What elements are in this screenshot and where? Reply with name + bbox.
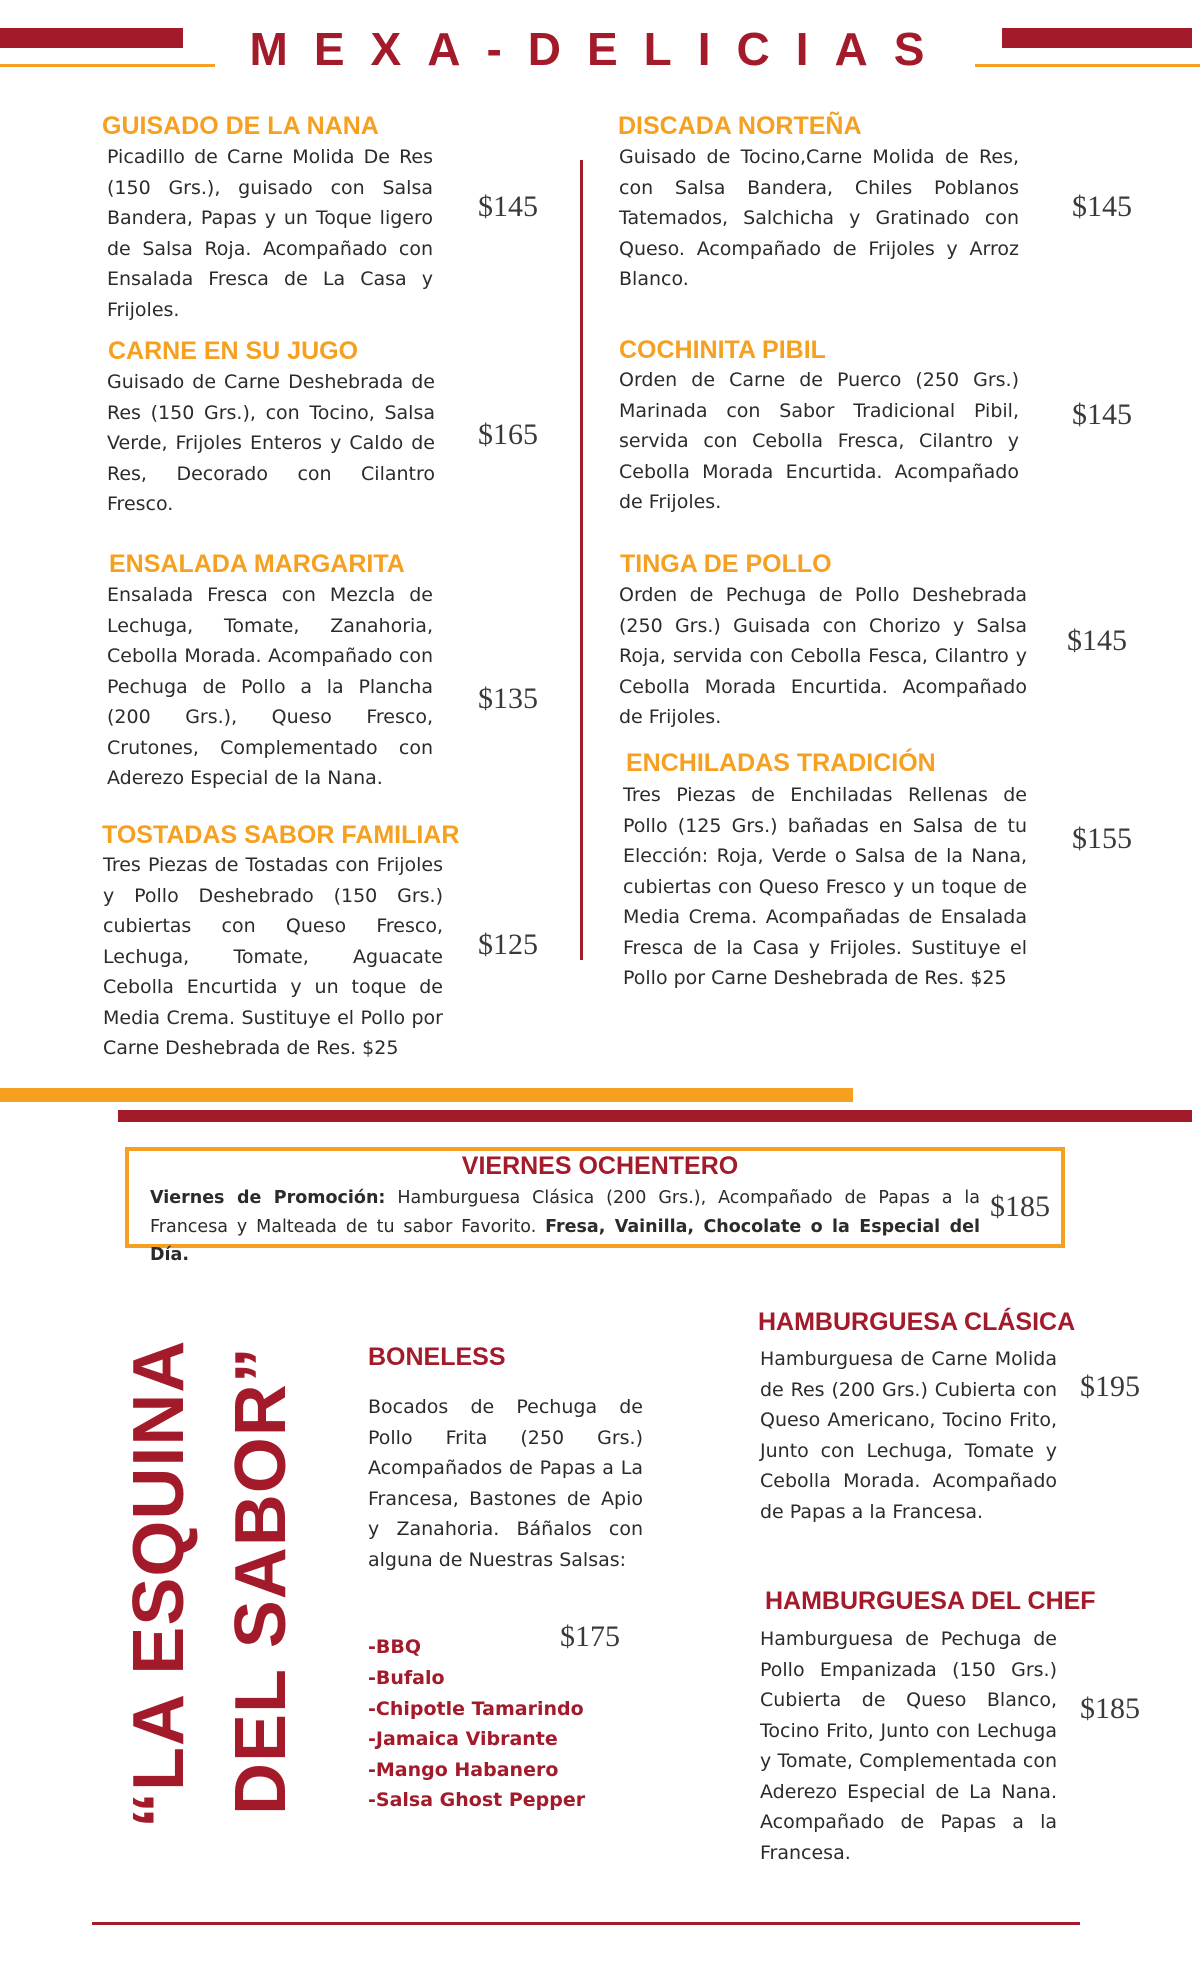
item-description: Picadillo de Carne Molida De Res (150 Grs.), guisado con Salsa Bandera, Papas y un Toque ligero de Salsa Roja. Acompañado con Ensalada Fresca de La Casa y Frijoles. bbox=[107, 146, 433, 321]
section-separator-orange bbox=[0, 1088, 853, 1102]
item-title: ENCHILADAS TRADICIÓN bbox=[626, 749, 936, 777]
page-title: MEXA-DELICIAS bbox=[249, 23, 951, 75]
promo-lead: Viernes de Promoción: bbox=[150, 1188, 386, 1208]
item-price: $185 bbox=[1080, 1692, 1140, 1725]
item-description: Orden de Carne de Puerco (250 Grs.) Marinada con Sabor Tradicional Pibil, servida con Cebolla Fresca, Cilantro y Cebolla Morada Encurtida. Acompañado de Frijoles. bbox=[619, 369, 1019, 513]
item-price: $145 bbox=[1067, 624, 1127, 657]
sauce-option: -Salsa Ghost Pepper bbox=[368, 1789, 586, 1811]
item-price: $125 bbox=[478, 928, 538, 961]
item-price: $145 bbox=[478, 190, 538, 223]
sauce-option: -Chipotle Tamarindo bbox=[368, 1698, 584, 1720]
item-description: Orden de Pechuga de Pollo Deshebrada (250 Grs.) Guisada con Chorizo y Salsa Roja, servida con Cebolla Fesca, Cilantro y Cebolla Morada Encurtida. Acompañado de Frijoles. bbox=[619, 584, 1027, 728]
promo-price: $185 bbox=[990, 1190, 1050, 1223]
sauce-option: -Bufalo bbox=[368, 1667, 445, 1689]
item-title: CARNE EN SU JUGO bbox=[108, 337, 359, 365]
item-description: Hamburguesa de Carne Molida de Res (200 Grs.) Cubierta con Queso Americano, Tocino Frito, Junto con Lechuga, Tomate y Cebolla Morada. Acompañado de Papas a la Francesa. bbox=[760, 1348, 1057, 1523]
section-separator-red bbox=[118, 1110, 1192, 1122]
item-description: Hamburguesa de Pechuga de Pollo Empanizada (150 Grs.) Cubierta de Queso Blanco, Tocino Frito, Junto con Lechuga y Tomate, Complementada con Aderezo Especial de La Nana. Acompañado de Papas a la Francesa. bbox=[760, 1628, 1057, 1864]
promo-text bbox=[150, 1184, 980, 1270]
promo-title: VIERNES OCHENTERO bbox=[461, 1152, 739, 1180]
footer-line bbox=[92, 1922, 1080, 1925]
item-title: ENSALADA MARGARITA bbox=[109, 550, 405, 578]
sauce-option: -Jamaica Vibrante bbox=[368, 1728, 558, 1750]
item-title: HAMBURGUESA DEL CHEF bbox=[765, 1587, 1096, 1615]
sauce-option: -Mango Habanero bbox=[368, 1759, 559, 1781]
item-description: Guisado de Tocino,Carne Molida de Res, con Salsa Bandera, Chiles Poblanos Tatemados, Salchicha y Gratinado con Queso. Acompañado de Frijoles y Arroz Blanco. bbox=[619, 146, 1019, 290]
item-price: $175 bbox=[560, 1620, 620, 1653]
item-price: $145 bbox=[1072, 398, 1132, 431]
column-divider bbox=[580, 160, 583, 960]
promo-flavors: Fresa, Vainilla, Chocolate o la Especial del Día. bbox=[150, 1216, 980, 1265]
item-description: Tres Piezas de Enchiladas Rellenas de Pollo (125 Grs.) bañadas en Salsa de tu Elección: Roja, Verde o Salsa de la Nana, cubiertas con Queso Fresco y un toque de Media Crema. Acompañadas de Ensalada Fresca de la Casa y Frijoles. Sustituye el Pollo por Carne Deshebrada de Res. $25 bbox=[623, 784, 1027, 989]
item-title: TOSTADAS SABOR FAMILIAR bbox=[102, 821, 460, 849]
item-title: DISCADA NORTEÑA bbox=[618, 112, 862, 140]
item-description: Bocados de Pechuga de Pollo Frita (250 Grs.) Acompañados de Papas a La Francesa, Bastones de Apio y Zanahoria. Báñalos con alguna de Nuestras Salsas: bbox=[368, 1396, 643, 1571]
item-description: Tres Piezas de Tostadas con Frijoles y Pollo Deshebrado (150 Grs.) cubiertas con Queso Fresco, Lechuga, Tomate, Aguacate Cebolla Encurtida y un toque de Media Crema. Sustituye el Pollo por Carne Deshebrada de Res. $25 bbox=[103, 854, 443, 1059]
item-price: $135 bbox=[478, 682, 538, 715]
section-heading-line1: “LA ESQUINA bbox=[119, 1339, 199, 1828]
section-heading-line2: DEL SABOR” bbox=[221, 1346, 301, 1815]
item-price: $195 bbox=[1080, 1370, 1140, 1403]
promo-body: Hamburguesa Clásica (200 Grs.), Acompañado de Papas a la Francesa y Malteada de tu sabor Favorito. bbox=[150, 1188, 980, 1237]
item-title: BONELESS bbox=[368, 1343, 506, 1371]
item-price: $155 bbox=[1072, 822, 1132, 855]
item-description: Ensalada Fresca con Mezcla de Lechuga, Tomate, Zanahoria, Cebolla Morada. Acompañado con Pechuga de Pollo a la Plancha (200 Grs.), Queso Fresco, Crutones, Complementado con Aderezo Especial de la Nana. bbox=[107, 584, 433, 789]
item-title: COCHINITA PIBIL bbox=[619, 336, 826, 364]
sauce-option: -BBQ bbox=[368, 1636, 422, 1658]
item-price: $165 bbox=[478, 418, 538, 451]
item-description: Guisado de Carne Deshebrada de Res (150 Grs.), con Tocino, Salsa Verde, Frijoles Enteros y Caldo de Res, Decorado con Cilantro Fresco. bbox=[107, 371, 435, 515]
item-title: HAMBURGUESA CLÁSICA bbox=[758, 1308, 1076, 1336]
item-price: $145 bbox=[1072, 190, 1132, 223]
item-title: TINGA DE POLLO bbox=[620, 550, 832, 578]
item-title: GUISADO DE LA NANA bbox=[102, 112, 379, 140]
